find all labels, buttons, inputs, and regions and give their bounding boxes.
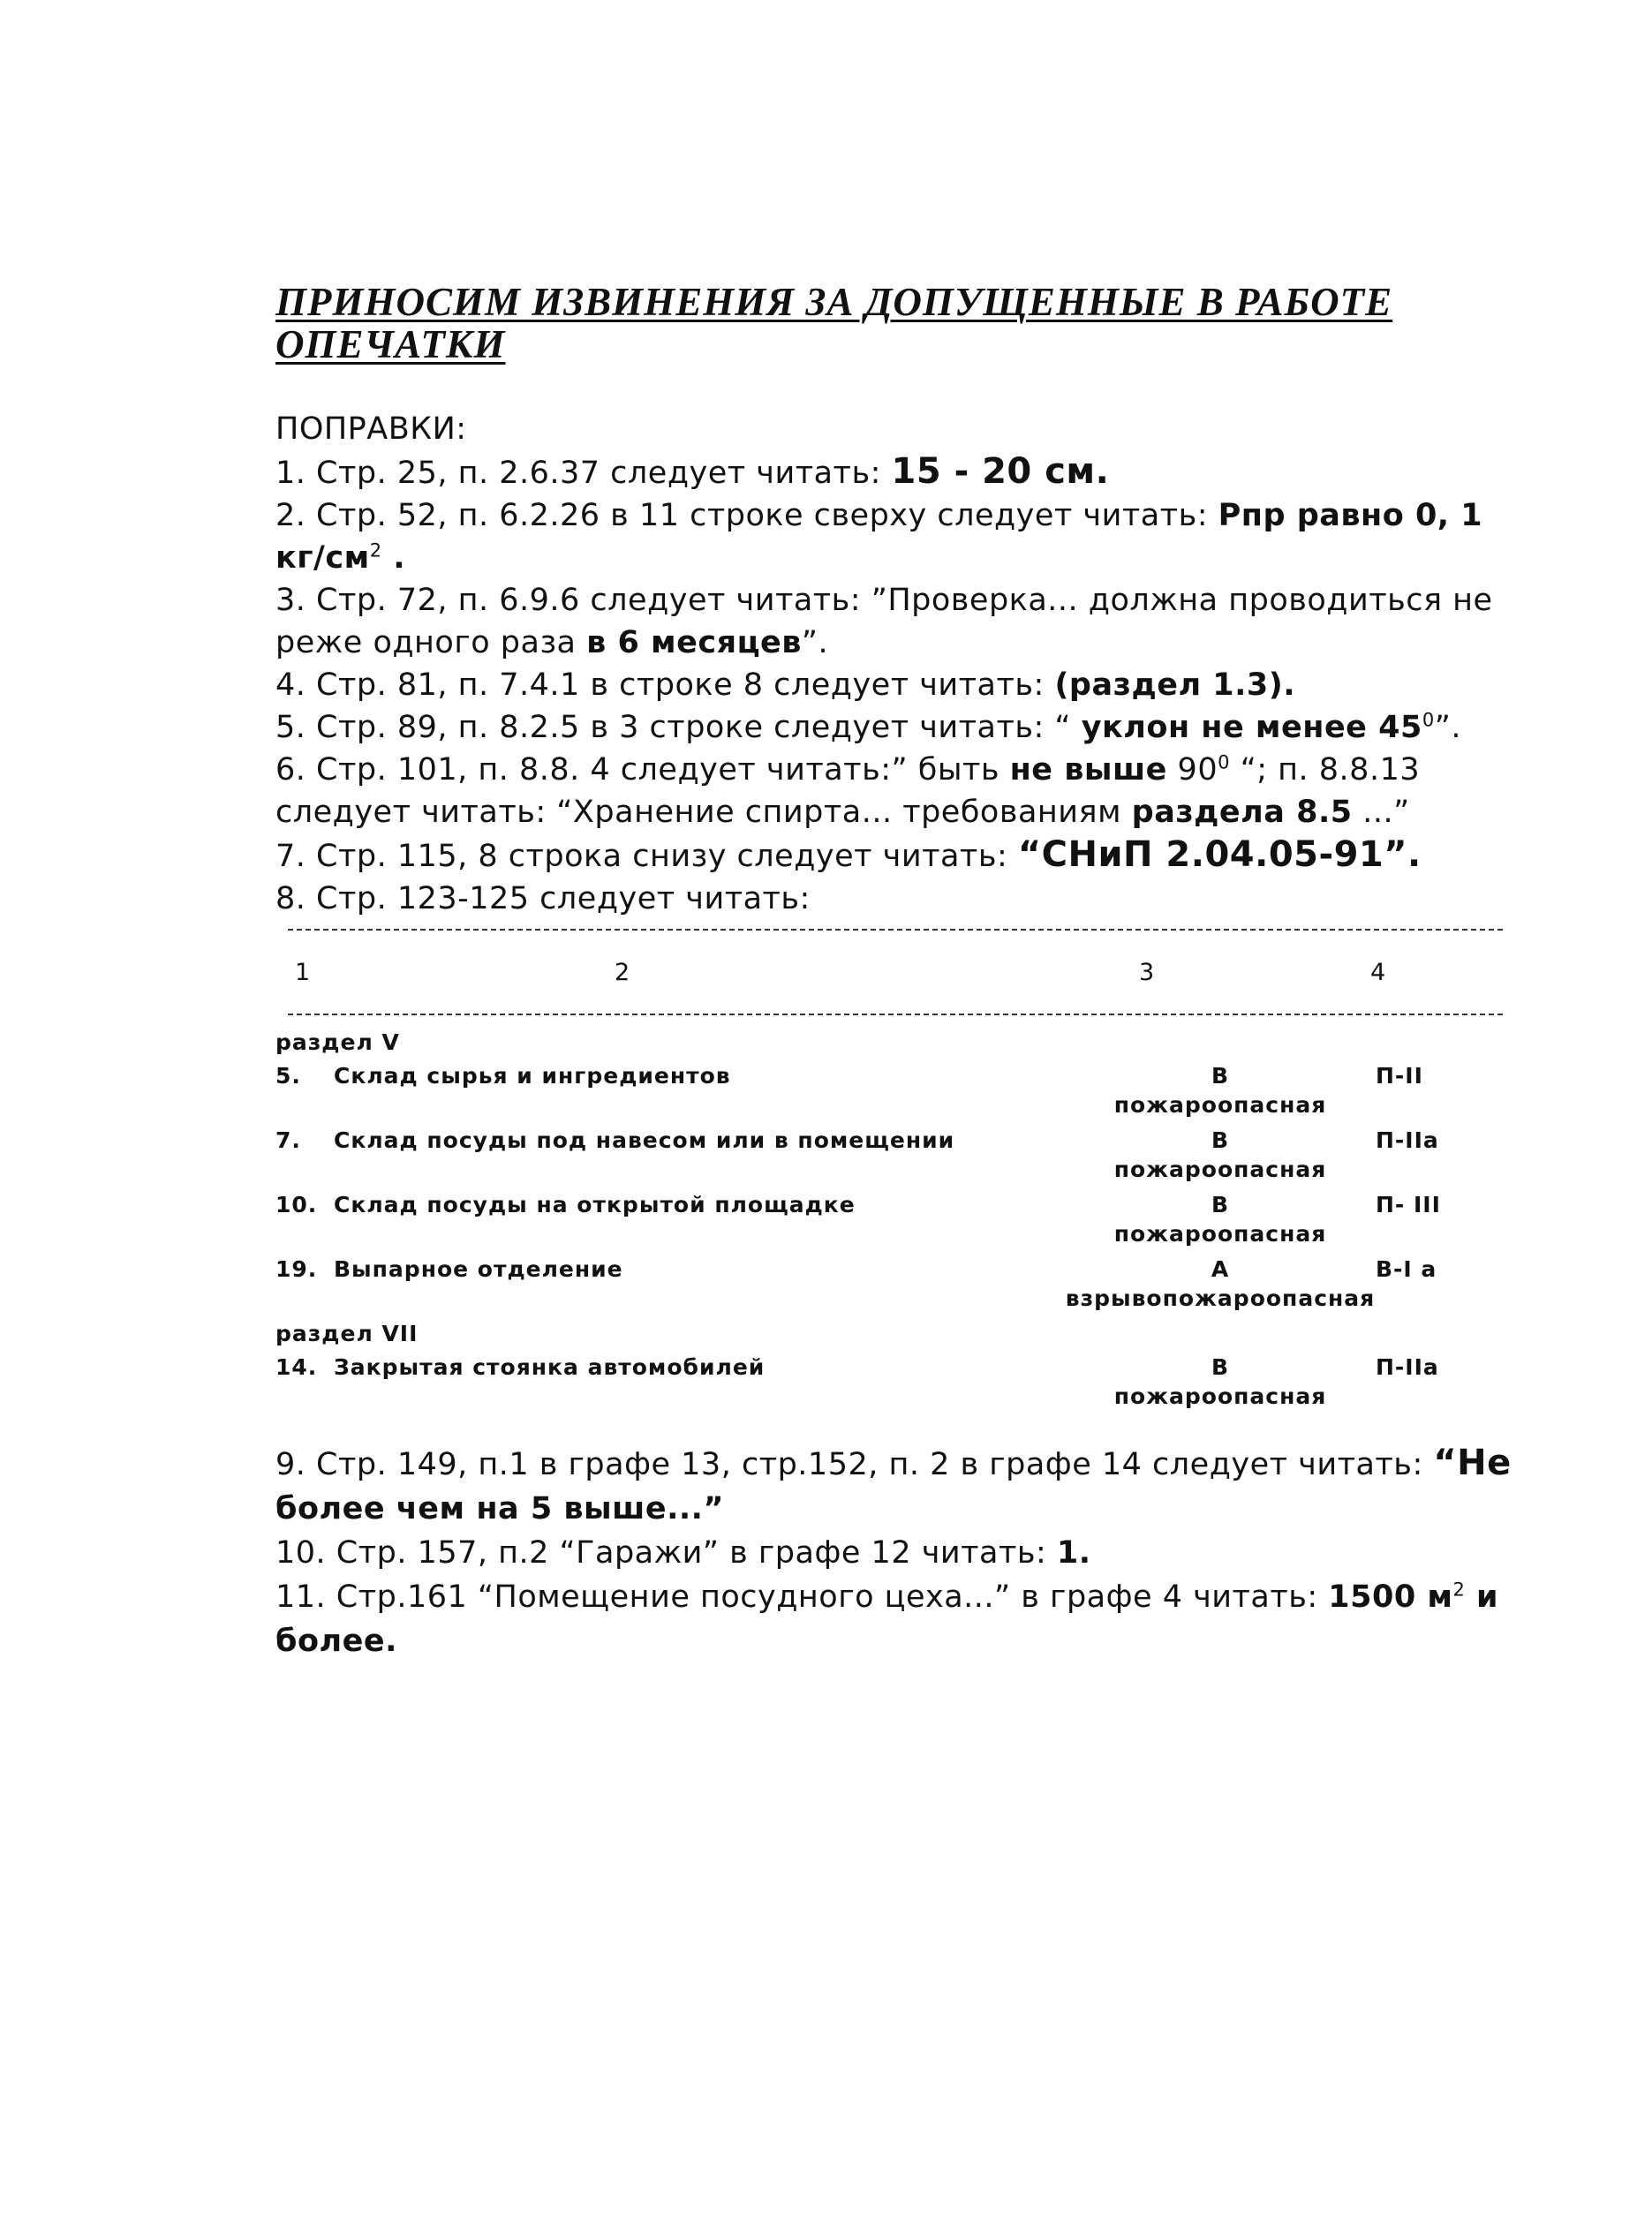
row-hazard: пожароопасная bbox=[1113, 1092, 1327, 1118]
page-title bbox=[275, 281, 1441, 366]
corrections-list-continued bbox=[275, 1441, 1529, 1663]
row-name: Закрытая стоянка автомобилей bbox=[334, 1354, 766, 1380]
section-heading: раздел VII bbox=[275, 1321, 419, 1346]
correction-item-5: 5. Стр. 89, п. 8.2.5 в 3 строке следует читать: “ уклон не менее $45^0$”. bbox=[275, 709, 1461, 745]
title-line-2: ОПЕЧАТКИ bbox=[275, 322, 506, 366]
table-row bbox=[275, 1124, 1503, 1188]
row-class: В-I а bbox=[1376, 1256, 1437, 1282]
row-class: П-IIа bbox=[1376, 1354, 1439, 1380]
row-number: 7. bbox=[275, 1127, 301, 1153]
row-class: П-II bbox=[1376, 1063, 1423, 1089]
table-row bbox=[275, 1253, 1503, 1317]
row-category: В bbox=[1211, 1127, 1230, 1153]
row-number: 5. bbox=[275, 1063, 301, 1089]
row-name: Склад посуды под навесом или в помещении bbox=[334, 1127, 955, 1153]
correction-item-9: 9. Стр. 149, п.1 в графе 13, стр.152, п. 2 в графе 14 следует читать: “Не более чем на 5 выше...” bbox=[275, 1443, 1512, 1526]
table-row bbox=[275, 1351, 1503, 1415]
table-row bbox=[275, 1188, 1503, 1253]
row-class: П- III bbox=[1376, 1192, 1441, 1217]
row-category: А bbox=[1211, 1256, 1230, 1282]
row-name: Выпарное отделение bbox=[334, 1256, 623, 1282]
row-number: 14. bbox=[275, 1354, 318, 1380]
correction-item-1: 1. Стр. 25, п. 2.6.37 следует читать: 15 - 20 см. bbox=[275, 451, 1110, 492]
row-number: 19. bbox=[275, 1256, 318, 1282]
column-header-3: 3 bbox=[1139, 959, 1155, 986]
table-body bbox=[275, 1026, 1503, 1415]
correction-item-10: 10. Стр. 157, п.2 “Гаражи” в графе 12 читать: 1. bbox=[275, 1535, 1091, 1571]
column-header-2: 2 bbox=[615, 959, 630, 986]
table-header-rule bbox=[288, 1014, 1503, 1015]
column-header-4: 4 bbox=[1370, 959, 1386, 986]
row-category: В bbox=[1211, 1354, 1230, 1380]
row-hazard: взрывопожароопасная bbox=[1065, 1285, 1376, 1311]
row-hazard: пожароопасная bbox=[1113, 1383, 1327, 1409]
row-class: П-IIа bbox=[1376, 1127, 1439, 1153]
correction-item-8: 8. Стр. 123-125 следует читать: bbox=[275, 881, 811, 916]
row-name: Склад посуды на открытой площадке bbox=[334, 1192, 856, 1217]
correction-item-11: 11. Стр.161 “Помещение посудного цеха...” в графе 4 читать: 1500 $м^2$ и более. bbox=[275, 1579, 1499, 1659]
correction-item-7: 7. Стр. 115, 8 строка снизу следует читать: “СНиП 2.04.05-91”. bbox=[275, 834, 1422, 875]
row-category: В bbox=[1211, 1063, 1230, 1089]
row-hazard: пожароопасная bbox=[1113, 1157, 1327, 1182]
row-category: В bbox=[1211, 1192, 1230, 1217]
title-line-1: ПРИНОСИМ ИЗВИНЕНИЯ ЗА ДОПУЩЕННЫЕ В РАБОТЕ bbox=[275, 280, 1393, 324]
row-name: Склад сырья и ингредиентов bbox=[334, 1063, 731, 1089]
row-number: 10. bbox=[275, 1192, 318, 1217]
correction-item-6: 6. Стр. 101, п. 8.8. 4 следует читать:” быть не выше $90^0$ “; п. 8.8.13 следует читать: “Хранение спирта... требованиям раздела 8.5 ...” bbox=[275, 751, 1421, 830]
column-header-1: 1 bbox=[295, 959, 311, 986]
table-row bbox=[275, 1059, 1503, 1124]
corrections-list bbox=[275, 408, 1529, 920]
corrections-label: ПОПРАВКИ: bbox=[275, 411, 467, 447]
correction-item-3: 3. Стр. 72, п. 6.9.6 следует читать: ”Проверка... должна проводиться не реже одного раза в 6 месяцев”. bbox=[275, 583, 1493, 660]
section-heading: раздел V bbox=[275, 1029, 400, 1055]
row-hazard: пожароопасная bbox=[1113, 1221, 1327, 1247]
table-top-rule bbox=[288, 929, 1503, 931]
correction-item-2: 2. Стр. 52, п. 6.2.26 в 11 строке сверху следует читать: Рпр равно 0, 1 $кг/см^2$ . bbox=[275, 498, 1483, 576]
correction-item-4: 4. Стр. 81, п. 7.4.1 в строке 8 следует читать: (раздел 1.3). bbox=[275, 667, 1296, 703]
